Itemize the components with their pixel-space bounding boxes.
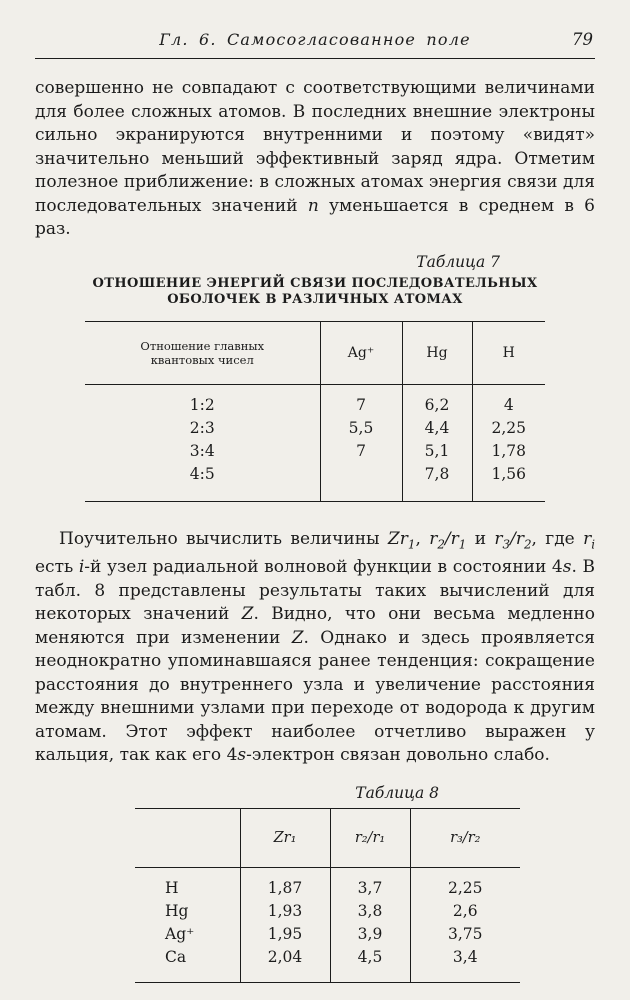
table7-col-header-h: H <box>472 321 545 384</box>
table-cell <box>320 463 402 502</box>
table7-header <box>85 321 545 384</box>
paragraph-1: совершенно не совпадают с соответствующими величинами для более сложных атомов. В последних внешние электроны сильно экранируются внутренними и поэтому «видят» значительно меньший эффективный заряд ядра. Отметим полезное приближение: в сложных атомах энергия связи для последовательных значений n уменьшается в среднем в 6 раз. <box>35 78 595 239</box>
table8 <box>135 808 520 983</box>
table7-col-header-ag: Ag⁺ <box>320 321 402 384</box>
table-row <box>135 923 520 946</box>
table7-col-header-ratio <box>85 321 320 384</box>
table8-col-header-r3r2: r₃/r₂ <box>410 808 520 867</box>
table-cell: 5,5 <box>320 417 402 440</box>
table-cell: 3,9 <box>330 923 410 946</box>
table8-col-header-r2r1: r₂/r₁ <box>330 808 410 867</box>
table7-col-header-hg: Hg <box>402 321 472 384</box>
chapter-title: Гл. 6. Самосогласованное поле <box>159 30 471 49</box>
table7-col-header-ratio-label: Отношение главных квантовых чисел <box>140 338 265 367</box>
table-row <box>135 867 520 900</box>
header-rule <box>35 58 595 59</box>
table-cell: Ca <box>165 947 187 966</box>
table-cell: 4,4 <box>402 417 472 440</box>
table-cell: 3,7 <box>330 867 410 900</box>
table-cell: 4 <box>472 384 545 417</box>
table-cell: 2:3 <box>189 418 215 437</box>
table-cell: 1:2 <box>189 395 215 414</box>
table-row <box>135 946 520 983</box>
table7-title-line1: ОТНОШЕНИЕ ЭНЕРГИЙ СВЯЗИ ПОСЛЕДОВАТЕЛЬНЫХ <box>92 275 538 291</box>
table-row <box>85 440 545 463</box>
table-cell: 6,2 <box>402 384 472 417</box>
table-cell: 3,4 <box>410 946 520 983</box>
table7-title <box>35 276 595 308</box>
table7-body <box>85 384 545 501</box>
table8-col-header-empty <box>135 808 240 867</box>
table8-caption: Таблица 8 <box>355 783 439 802</box>
table-row <box>135 900 520 923</box>
table-cell: 1,93 <box>240 900 330 923</box>
table-cell: 7 <box>320 440 402 463</box>
table-cell: Ag⁺ <box>165 924 195 943</box>
table-cell: 4:5 <box>189 464 215 483</box>
table8-body <box>135 867 520 982</box>
table-row <box>85 384 545 417</box>
table-cell: 2,25 <box>410 867 520 900</box>
table-cell: Hg <box>165 901 189 920</box>
table-cell: 1,56 <box>472 463 545 502</box>
table8-header-row <box>135 808 520 867</box>
table-cell: 1,87 <box>240 867 330 900</box>
table-cell: 7 <box>320 384 402 417</box>
table-cell: 1,95 <box>240 923 330 946</box>
table-cell: 3,75 <box>410 923 520 946</box>
table7-header-row <box>85 321 545 384</box>
table-cell: 2,04 <box>240 946 330 983</box>
table-cell: 3,8 <box>330 900 410 923</box>
table7-caption: Таблица 7 <box>416 252 500 271</box>
table-cell: 2,6 <box>410 900 520 923</box>
table-cell: 2,25 <box>472 417 545 440</box>
page-number: 79 <box>572 30 593 49</box>
table-cell: H <box>165 878 179 897</box>
table-cell: 5,1 <box>402 440 472 463</box>
table-row <box>85 417 545 440</box>
table7-title-line2: ОБОЛОЧЕК В РАЗЛИЧНЫХ АТОМАХ <box>167 291 463 307</box>
table7 <box>85 321 545 502</box>
table-cell: 3:4 <box>189 441 215 460</box>
paragraph-2: Поучительно вычислить величины $Zr_1$, $r_2/r_1$ и $r_3/r_2$, где $r_i$ есть i-й узел радиальной волновой функции в состоянии 4s. В табл. 8 представлены результаты таких вычислений для некоторых значений Z. Видно, что они весьма медленно меняются при изменении Z. Однако и здесь проявляется неоднократно упоминавшаяся ранее тенденция: сокращение расстояния до внутреннего узла и увеличение расстояния между внешними узлами при переходе от водорода к другим атомам. Этот эффект наиболее отчетливо выражен у кальция, так как его 4s-электрон связан довольно слабо. <box>35 528 596 766</box>
table-cell: 1,78 <box>472 440 545 463</box>
table8-header <box>135 808 520 867</box>
table8-col-header-zr1: Zr₁ <box>240 808 330 867</box>
table-cell: 4,5 <box>330 946 410 983</box>
page-header <box>35 30 595 49</box>
table-row <box>85 463 545 502</box>
table-cell: 7,8 <box>402 463 472 502</box>
